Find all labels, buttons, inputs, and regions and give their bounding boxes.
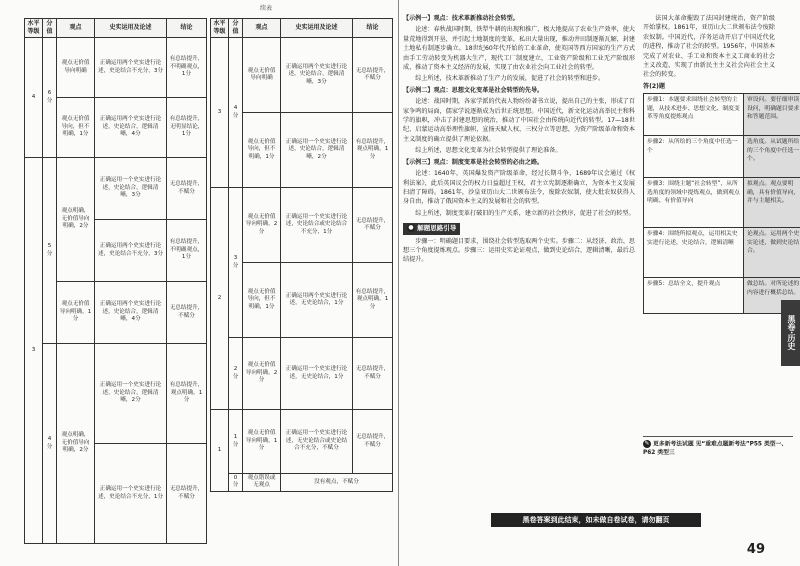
example-1-title: 【示例一】观点：技术革新推动社会转型。 — [403, 15, 519, 22]
rubric-table-left — [24, 18, 207, 544]
header-view: 观点 — [57, 19, 95, 38]
table-row: 4分 观点明确，无价值导向明确，2分 正确运用一个史实进行论述，史论结合，逻辑清晰，2分 有总结提升，观点明确，1分 — [25, 344, 207, 444]
example-2-body: 论述：战国时期，各家学派的代表人物纷纷著书立说，提出自己的主张，形成了百家争鸣的局面，儒家学说逐渐成为后世正统思想。中国近代，新文化运动高举民主和科学的旗帜，冲击了封建思想的统治，推动了中国社会由传统向近代的转型。17—18世纪，启蒙运动高举理性旗帜，宣扬天赋人权、三权分立等思想，为资产阶级革命和资本主义制度的确立提供了理论依据。 — [403, 98, 635, 143]
end-banner: 黑卷答案到此结束，如未做自卷试卷，请勿翻页 — [491, 513, 701, 527]
header-conclusion: 结论 — [167, 19, 207, 38]
example-3-body: 论述：1640年，英国爆发资产阶级革命，经过长期斗争，1689年议会通过《权利法案》，此后英国议会的权力日益超过王权，君主立宪制逐渐确立，为资本主义发展扫清了障碍。1861年，沙皇亚历山大二世颁布法令，废除农奴制，使大批农奴获得人身自由，推动了俄国资本主义的发展和社会的转型。 — [403, 170, 635, 206]
table-row: 正确运用两个史实进行论述，史论结合不充分，3分 有总结提升，不明确观点，1分 — [25, 220, 207, 282]
step-row: 步骤2：从所给的三个角度中任选一个 选角度。从试题所给的三个角度中任选一个。 — [644, 136, 800, 178]
header-level: 水平等级 — [25, 19, 43, 38]
method-banner: ● 解题思路引导 — [403, 223, 460, 234]
table-row: 3 4分 观点无价值导向明确 正确运用两个史实进行论述，史论结合，逻辑清晰，3分 无总结提升，不赋分 — [211, 38, 393, 113]
header-score: 分值 — [43, 19, 57, 38]
table-header-row — [25, 19, 207, 38]
answer-column-b — [643, 14, 800, 314]
right-page — [398, 0, 800, 566]
column-b-intro: 法国大革命摧毁了法国封建统治，资产阶级开始掌权。1861年，亚历山大二世颁布法令废除农奴制。中国近代，洋务运动开启了中国近代化的进程，推动了社会的转型。1956年，中国基本完成了对农业、手工业和资本主义工商业的社会主义改造，实现了由新民主主义社会向社会主义社会的转变。 — [643, 15, 775, 79]
page-number: 49 — [746, 542, 765, 557]
divider — [643, 436, 793, 437]
table-row: 0分 观点错误或无观点 没有观点，不赋分 — [211, 474, 393, 492]
answer-column-a — [403, 14, 635, 267]
table-row: 观点无价值导向明确，1分 正确运用两个史实进行论述，史论结合，逻辑清晰，4分 无总结提升，不赋分 — [25, 282, 207, 344]
table-row: 2 3分 观点无价值导向明确，2分 正确运用一个史实进行论述，史论结合或史论结合不充分，1分 无总结提升，不赋分 — [211, 188, 393, 263]
pen-icon: ✎ — [644, 440, 650, 447]
more-questions-note: ✎ 更多新考法试题 见“重难点题新考法”P55 类型一、P62 类型三 — [643, 440, 788, 456]
rubric-table-right — [210, 18, 393, 492]
table-row: 正确运用一个史实进行论述，史论结合不充分，1分 无总结提升，不赋分 — [25, 444, 207, 544]
example-3-title: 【示例三】观点：制度变革是社会转型的必由之路。 — [403, 158, 544, 166]
running-head: 续表 — [260, 5, 273, 12]
table-row: 观点无价值导向，但不明确，1分 正确运用一个史实进行论述，史论结合，逻辑清晰，2分 有总结提升，观点明确，1分 — [211, 113, 393, 188]
table-row: 观点无价值导向，但不明确，1分 正确运用两个史实进行论述，无史论结合，1分 有总结提升，观点明确，1分 — [211, 263, 393, 338]
example-3-conclusion: 综上所述，制度变革打破旧的生产关系，建立新的社会秩序，促进了社会的转型。 — [415, 209, 635, 217]
step-row: 步骤3：围绕主题“社会转型”，从所选角度的领域中提炼观点，做到观点明确、有价值导向 拟观点。观点要明确，具有价值导向，并与主题相关。 — [644, 178, 800, 228]
step-row: 步骤5：总结全文，提升观点 做总结。对所论述的内容进行概括总结。 — [644, 278, 800, 314]
table-row: 观点无价值导向，但不明确，1分 正确运用两个史实进行论述，史论结合，逻辑清晰，4分 有总结提升，无明显结论，1分 — [25, 98, 207, 158]
steps-table — [643, 93, 800, 314]
example-2-title: 【示例二】观点：思想文化变革是社会转型的先导。 — [403, 86, 544, 94]
header-use: 史实运用及论述 — [95, 19, 167, 38]
bulb-icon: ● — [408, 224, 414, 232]
example-2-conclusion: 综上所述，思想文化变革为社会转型提供了理论准备。 — [415, 147, 562, 155]
method-body: 步骤一：明确题目要求，围绕社会转型选取两个史实。步骤二：从经济、政治、思想三个角度提炼观点。步骤三：运用史实论证观点，做到史论结合，逻辑清晰，最后总结提升。 — [403, 237, 635, 264]
table-row: 2分 观点无价值导向明确，2分 正确运用一个史实进行论述，无史论结合，1分 无总结提升，不赋分 — [211, 338, 393, 410]
step-row: 步骤1：本题要求围绕社会转型的主题，从技术进步、思想文化、制度变革等角度提炼观点 审设问。要仔细审读设问，明确题目要求和答题范围。 — [644, 94, 800, 136]
example-1-body: 论述：春秋战国时期，铁犁牛耕的出现和推广，极大地提高了农业生产效率，使大量荒地得到开垦，并引起土地制度的变革，私田大量出现，推动井田制逐渐瓦解，封建土地私有制逐步确立。18世纪60年代开始的工业革命，使英国等西方国家的生产方式由手工劳动转变为机器大生产，现代工厂制度建立，工业资产阶级和工业无产阶级形成，推动了资本主义经济的发展，实现了由农业社会向工业社会的转型。 — [403, 26, 635, 72]
step-row: 步骤4：围绕所拟观点，运用相关史实进行论述，史论结合，逻辑清晰 论观点。运用两个史实论述，做到史论结合。 — [644, 228, 800, 278]
table-row: 3 5分 观点明确，无价值导向明确，2分 正确运用一个史实进行论述，史论结合，逻辑清晰，3分 无总结提升，不赋分 — [25, 158, 207, 220]
table-row: 1 1分 观点无价值导向明确，1分 正确运用一个史实进行论述，无史论结合或史论结合不充分，不赋分 无总结提升，不赋分 — [211, 410, 393, 474]
subject-side-tab: 黑卷·历史 — [781, 300, 800, 366]
table-header-row: 水平等级 分值 观点 史实运用及论述 结论 — [211, 19, 393, 38]
example-1-conclusion: 综上所述，技术革新推动了生产力的发展，促进了社会的转型和进步。 — [415, 75, 605, 83]
left-page — [0, 0, 398, 566]
table-row: 4 6分 观点无价值导向明确 正确运用两个史实进行论述，史论结合不充分，3分 有总结提升，不明确观点，1分 — [25, 38, 207, 98]
stage-label: 答(2)题 — [643, 82, 665, 90]
